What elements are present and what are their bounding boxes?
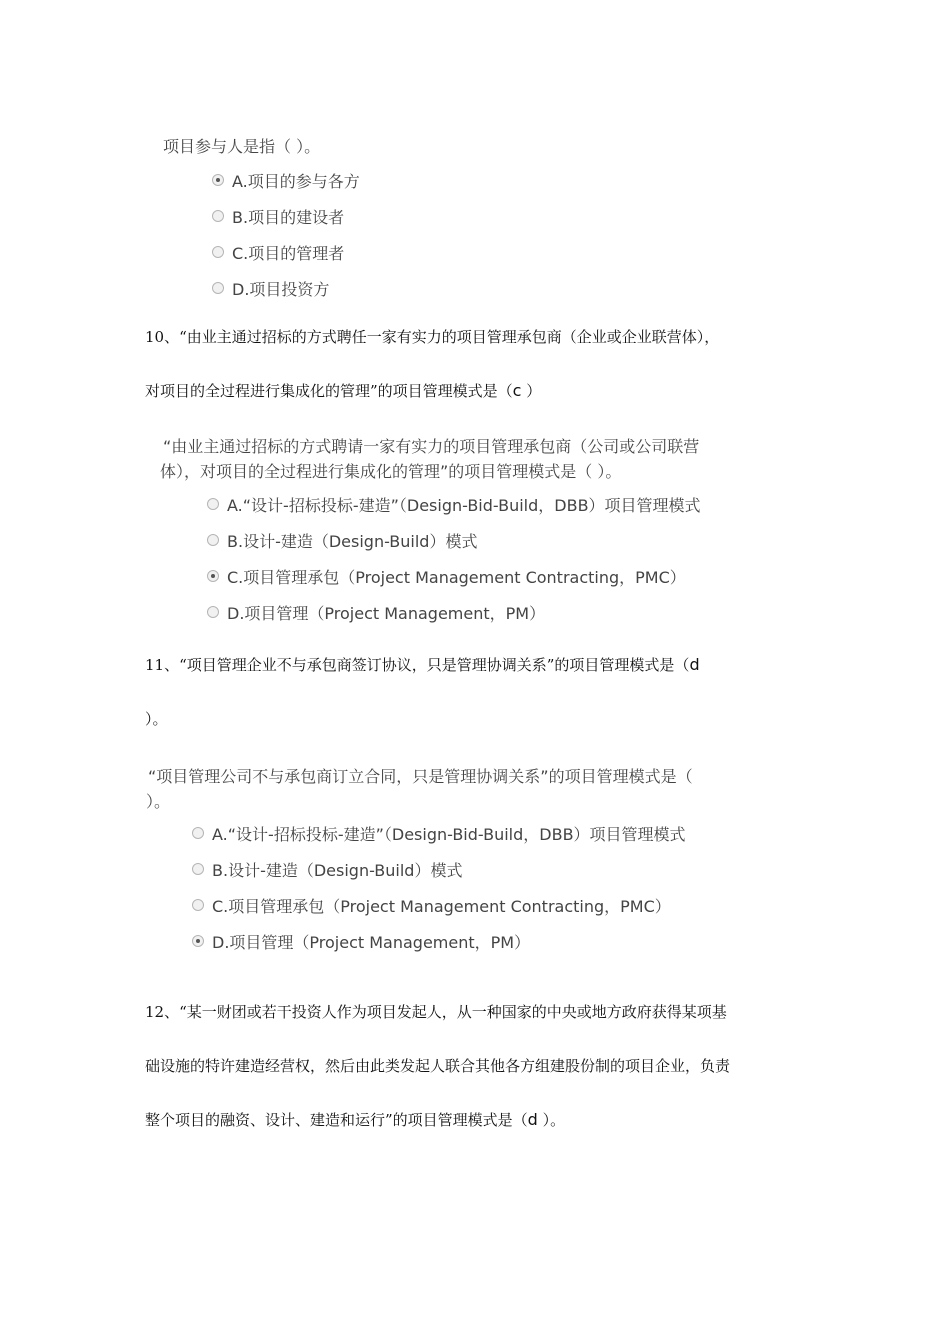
radio-icon[interactable] — [212, 210, 224, 222]
option-label: D.项目投资方 — [232, 279, 330, 299]
q12-line1: 12、“某一财团或若干投资人作为项目发起人，从一种国家的中央或地方政府获得某项基 — [145, 1003, 727, 1021]
option-label: B.设计-建造（Design-Build）模式 — [227, 531, 478, 551]
option-label: D.项目管理（Project Management，PM） — [227, 603, 546, 623]
q9-option-d[interactable] — [212, 276, 360, 300]
q11-quiz-line2: ）。 — [146, 792, 171, 811]
radio-icon[interactable] — [207, 498, 219, 510]
q9-option-a[interactable] — [212, 168, 360, 192]
radio-icon[interactable] — [207, 534, 219, 546]
option-label: A.“设计-招标投标-建造”（Design-Bid-Build，DBB）项目管理模式 — [212, 824, 686, 844]
q12-line3-suffix: ）。 — [537, 1111, 566, 1129]
q11-option-a[interactable] — [192, 821, 686, 845]
radio-icon[interactable] — [192, 827, 204, 839]
q9-option-c[interactable] — [212, 240, 360, 264]
q11-option-b[interactable] — [192, 857, 686, 881]
q10-answer: c — [512, 381, 522, 400]
q11-option-c[interactable] — [192, 893, 686, 917]
q9-option-b[interactable] — [212, 204, 360, 228]
option-label: A.项目的参与各方 — [232, 171, 360, 191]
q10-option-b[interactable] — [207, 528, 701, 552]
q11-line1 — [145, 654, 700, 675]
q10-line2 — [145, 380, 541, 401]
option-label: B.项目的建设者 — [232, 207, 345, 227]
option-label: B.设计-建造（Design-Build）模式 — [212, 860, 463, 880]
q11-option-d[interactable] — [192, 929, 686, 953]
q11-options — [192, 821, 686, 953]
q11-answer: d — [689, 655, 700, 674]
radio-icon[interactable] — [207, 606, 219, 618]
q11-line2: ）。 — [145, 710, 168, 728]
radio-checked-icon[interactable] — [212, 174, 224, 186]
option-label: C.项目管理承包（Project Management Contracting，PMC） — [227, 567, 686, 587]
q10-option-a[interactable] — [207, 492, 701, 516]
radio-checked-icon[interactable] — [207, 570, 219, 582]
radio-icon[interactable] — [192, 899, 204, 911]
q10-line1: 10、“由业主通过招标的方式聘任一家有实力的项目管理承包商（企业或企业联营体）， — [145, 328, 720, 346]
option-label: D.项目管理（Project Management，PM） — [212, 932, 531, 952]
q9-quiz-question: 项目参与人是指（ ）。 — [163, 137, 321, 156]
q10-quiz-line1: “由业主通过招标的方式聘请一家有实力的项目管理承包商（公司或公司联营 — [163, 437, 700, 456]
radio-icon[interactable] — [212, 246, 224, 258]
q10-options — [207, 492, 701, 624]
q12-line3-prefix: 整个项目的融资、设计、建造和运行”的项目管理模式是（ — [145, 1111, 528, 1129]
q12-answer: d — [527, 1110, 538, 1129]
radio-checked-icon[interactable] — [192, 935, 204, 947]
q12-line2: 础设施的特许建造经营权，然后由此类发起人联合其他各方组建股份制的项目企业，负责 — [145, 1057, 731, 1075]
q11-line1-prefix: 11、“项目管理企业不与承包商签订协议，只是管理协调关系”的项目管理模式是（ — [145, 656, 690, 674]
q10-line2-prefix: 对项目的全过程进行集成化的管理”的项目管理模式是（ — [145, 382, 513, 400]
radio-icon[interactable] — [192, 863, 204, 875]
q10-line2-suffix: ） — [521, 382, 542, 400]
q12-line3 — [145, 1109, 565, 1130]
q10-quiz-line2: 体），对项目的全过程进行集成化的管理”的项目管理模式是（ ）。 — [160, 462, 622, 481]
option-label: C.项目管理承包（Project Management Contracting，PMC） — [212, 896, 671, 916]
q9-options — [212, 168, 360, 300]
option-label: A.“设计-招标投标-建造”（Design-Bid-Build，DBB）项目管理模式 — [227, 495, 701, 515]
option-label: C.项目的管理者 — [232, 243, 345, 263]
q11-quiz-line1: “项目管理公司不与承包商订立合同，只是管理协调关系”的项目管理模式是（ — [148, 767, 693, 786]
q10-option-c[interactable] — [207, 564, 701, 588]
q10-option-d[interactable] — [207, 600, 701, 624]
radio-icon[interactable] — [212, 282, 224, 294]
